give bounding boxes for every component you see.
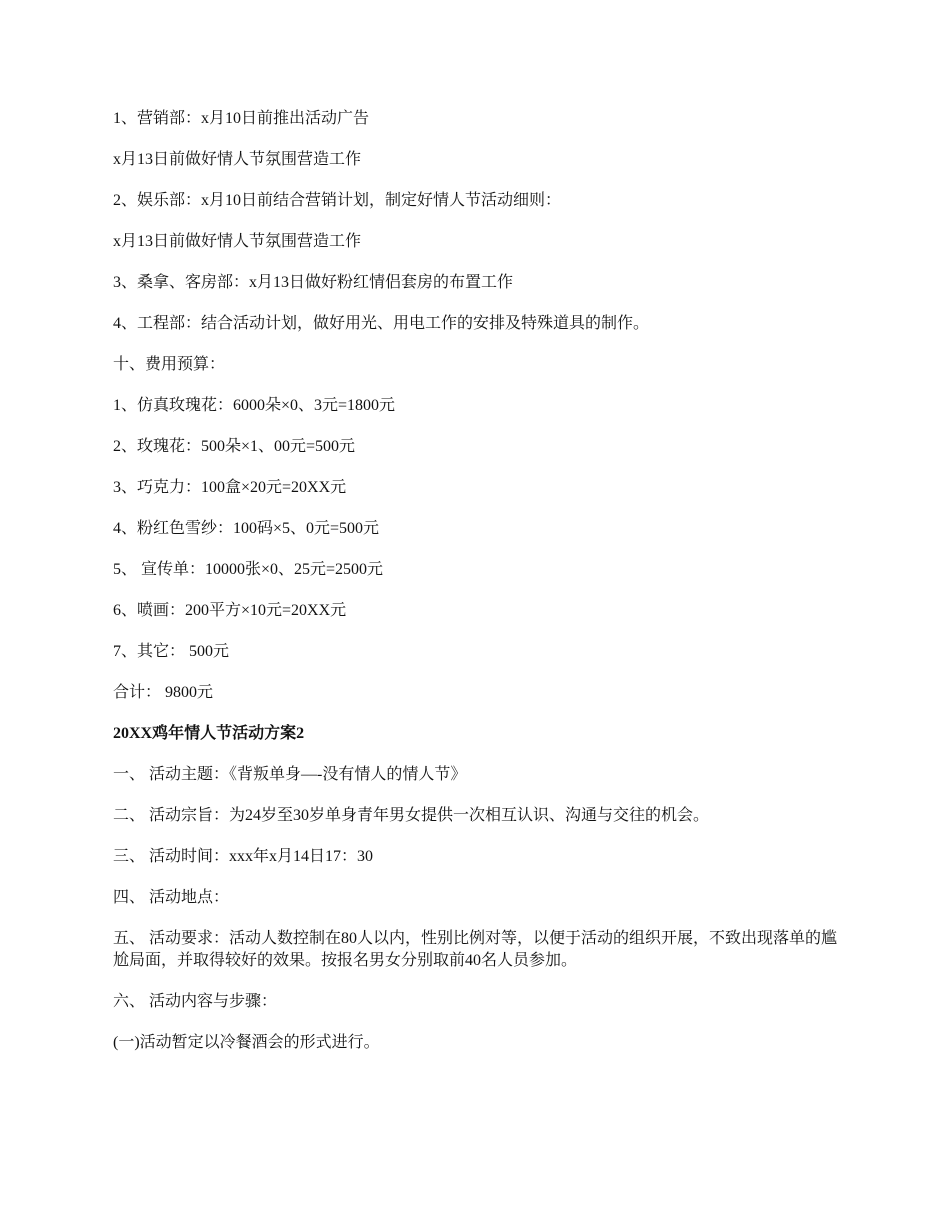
paragraph-sauna-rooms: 3、桑拿、客房部：x月13日做好粉红情侣套房的布置工作: [113, 274, 514, 291]
paragraph-entertainment: 2、娱乐部：x月10日前结合营销计划，制定好情人节活动细则：: [113, 192, 562, 209]
paragraph-marketing: 1、营销部：x月10日前推出活动广告: [113, 110, 370, 127]
budget-total: 合计： 9800元: [113, 684, 214, 701]
plan-content-steps: 六、 活动内容与步骤：: [113, 993, 278, 1010]
document-page: [113, 108, 837, 1073]
budget-item: 6、喷画：200平方×10元=20XX元: [113, 602, 347, 619]
paragraph-marketing-atmosphere: x月13日前做好情人节氛围营造工作: [113, 151, 362, 168]
budget-item: 4、粉红色雪纱：100码×5、0元=500元: [113, 520, 380, 537]
section-budget: 十、费用预算：: [113, 356, 226, 373]
paragraph-entertainment-atmosphere: x月13日前做好情人节氛围营造工作: [113, 233, 362, 250]
paragraph-engineering: 4、工程部：结合活动计划，做好用光、用电工作的安排及特殊道具的制作。: [113, 315, 650, 332]
budget-item: 2、玫瑰花：500朵×1、00元=500元: [113, 438, 356, 455]
budget-item: 5、 宣传单：10000张×0、25元=2500元: [113, 561, 384, 578]
plan-theme: 一、 活动主题：《背叛单身—-没有情人的情人节》: [113, 766, 467, 783]
plan-requirements: 五、 活动要求：活动人数控制在80人以内，性别比例对等，以便于活动的组织开展，不致出现落单的尴尬局面，并取得较好的效果。按报名男女分别取前40名人员参加。: [113, 930, 838, 969]
plan-time: 三、 活动时间：xxx年x月14日17：30: [113, 848, 374, 865]
plan-location: 四、 活动地点：: [113, 889, 230, 906]
plan-format: (一)活动暂定以冷餐酒会的形式进行。: [113, 1034, 380, 1051]
budget-item: 1、仿真玫瑰花：6000朵×0、3元=1800元: [113, 397, 396, 414]
budget-item: 3、巧克力：100盒×20元=20XX元: [113, 479, 347, 496]
budget-item: 7、其它： 500元: [113, 643, 230, 660]
plan-purpose: 二、 活动宗旨：为24岁至30岁单身青年男女提供一次相互认识、沟通与交往的机会。: [113, 807, 710, 824]
plan-heading: 20XX鸡年情人节活动方案2: [113, 725, 305, 742]
